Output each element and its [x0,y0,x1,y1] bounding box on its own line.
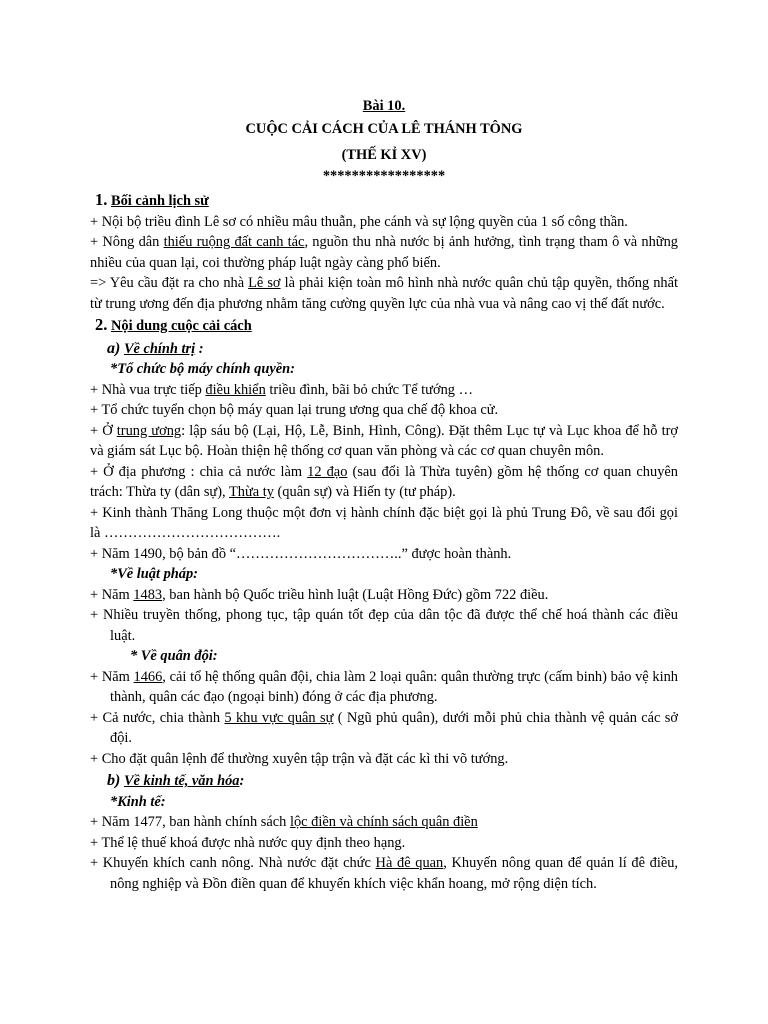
admin-item-5: + Kinh thành Thăng Long thuộc một đơn vị hành chính đặc biệt gọi là phủ Trung Đô, về sau đổi gọi là ………………………………. [90,504,678,541]
underlined-text: 1483 [133,586,163,603]
section-2-number: 2. [95,315,108,334]
document-body [90,190,678,894]
colon: : [239,773,245,789]
text-run: , ban hành bộ Quốc triều hình luật (Luật Hồng Đức) gồm 722 điều. [162,586,549,603]
s1-paragraph-2 [90,232,678,273]
underlined-text: Hà đê quan [375,855,444,871]
economy-item-3 [90,853,678,894]
topic-administration: *Tổ chức bộ máy chính quyền: [110,361,295,377]
law-item-2: + Nhiều truyền thống, phong tục, tập quán tốt đẹp của dân tộc đã được thể chế hoá thành các điều luật. [90,607,678,644]
s1-paragraph-1: + Nội bộ triều đình Lê sơ có nhiều mâu thuẫn, phe cánh và sự lộng quyền của 1 số công thần. [90,213,628,230]
section-1-title: Bối cảnh lịch sử [110,193,209,209]
subsection-a-label: a) [107,339,121,357]
text-run: + Ở địa phương : chia cả nước làm [90,463,308,480]
separator-stars: ***************** [322,168,446,184]
section-2-heading [90,315,678,337]
military-item-3: + Cho đặt quân lệnh để thường xuyên tập trận và đặt các kì thi võ tướng. [90,750,509,767]
text-run: + Cả nước, chia thành [90,709,225,726]
text-run: triều đình, bãi bỏ chức Tể tướng … [265,381,473,398]
underlined-text: thiếu ruộng đất canh tác [163,234,305,250]
text-run: ( Ngũ phủ quân), dưới mỗi phủ chia thành vệ quản các sở đội. [110,709,678,746]
admin-item-3 [90,421,678,462]
subsection-b-title: Về kinh tế, văn hóa [123,773,240,789]
text-run: => Yêu cầu đặt ra cho nhà [90,275,249,291]
underlined-text: lộc điền và chính sách quân điền [289,814,478,830]
military-item-1 [90,667,678,708]
text-run: + Nông dân [90,234,164,250]
topic-military: * Về quân đội: [130,648,218,664]
economy-item-2: + Thể lệ thuế khoá được nhà nước quy định theo hạng. [90,834,406,851]
text-run: , Khuyến nông quan để quản lí đê điều, nông nghiệp và Đồn điền quan để khuyến khích việc khẩn hoang, mở rộng diện tích. [110,855,679,892]
topic-economy: *Kinh tế: [110,793,166,810]
section-2-title: Nội dung cuộc cải cách [110,318,252,334]
text-run: (sau đổi là Thừa tuyên) gồm hệ thống cơ quan chuyên trách: Thừa ty (dân sự), [90,463,678,500]
subsection-b-heading [90,771,678,792]
underlined-text: điều khiển [205,381,266,398]
section-1-heading [90,190,678,212]
admin-item-4 [90,462,678,503]
text-run: + Năm [90,586,134,603]
economy-item-1 [90,812,678,833]
text-run: là phải kiện toàn mô hình nhà nước quân chủ tập quyền, thống nhất từ trung ương đến địa phương nhằm tăng cường quyền lực của nhà vua và nâng cao vị thế đất nước. [90,275,678,312]
text-run: , nguồn thu nhà nước bị ảnh hưởng, tình trạng tham ô và những nhiều của quan lại, coi thường pháp luật ngày càng phổ biến. [90,234,678,271]
text-run: + Năm 1477, ban hành chính sách [90,814,290,830]
lesson-title: CUỘC CẢI CÁCH CỦA LÊ THÁNH TÔNG [245,121,523,137]
text-run: + Nhà vua trực tiếp [90,381,206,398]
text-run: + Khuyến khích canh nông. Nhà nước đặt chức [90,855,376,871]
text-run: , cải tổ hệ thống quân đội, chia làm 2 loại quân: quân thường trực (cấm binh) bảo vệ kinh thành, quân các đạo (ngoại binh) đóng ở các địa phương. [110,668,678,705]
topic-law: *Về luật pháp: [110,566,198,582]
underlined-text: Thừa ty [228,484,274,500]
underlined-text: 12 đạo [307,463,348,480]
underlined-text: 5 khu vực quân sự [224,709,334,726]
subsection-a-heading [90,339,678,360]
admin-item-1 [90,380,678,401]
underlined-text: trung ương [116,422,182,439]
lesson-number: Bài 10. [362,98,406,114]
colon: : [195,340,204,357]
text-run: + Năm [90,668,134,685]
military-item-2 [90,708,678,749]
text-run: (quân sự) và Hiến ty (tư pháp). [273,484,456,500]
text-run: + Ở [90,422,117,439]
underlined-text: 1466 [133,668,163,685]
s1-paragraph-3 [90,273,678,314]
section-1-number: 1. [95,190,108,209]
lesson-subtitle: (THẾ KỈ XV) [341,147,427,163]
admin-item-2: + Tổ chức tuyển chọn bộ máy quan lại trung ương qua chế độ khoa cử. [90,402,499,418]
subsection-b-label: b) [107,772,121,789]
subsection-a-title: Về chính trị [123,340,196,357]
law-item-1 [90,585,678,606]
admin-item-6: + Năm 1490, bộ bản đồ “……………………………..” được hoàn thành. [90,545,512,562]
text-run: : lập sáu bộ (Lại, Hộ, Lễ, Binh, Hình, Công). Đặt thêm Lục tự và Lục khoa để hỗ trợ và giám sát Lục bộ. Hoàn thiện hệ thống cơ quan văn phòng và các cơ quan chuyên môn. [90,422,678,459]
underlined-text: Lê sơ [248,275,281,291]
